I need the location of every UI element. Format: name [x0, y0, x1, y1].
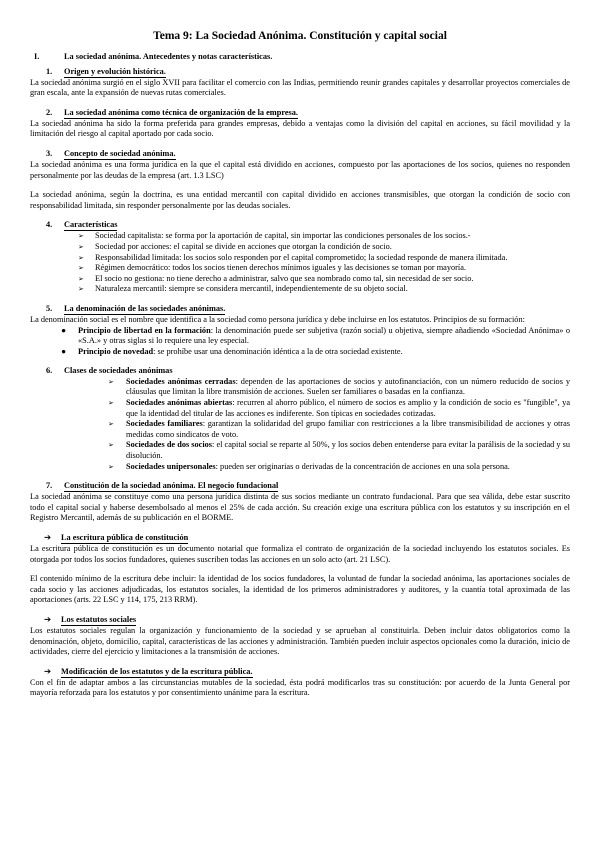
paragraph: Los estatutos sociales regulan la organización y funcionamiento de la sociedad y se aprueban al constituirla. Deben incluir datos obligatorios como la denominación, objeto, domicilio, capital, características de las acciones y administración. También pueden incluir aspectos opcionales como la duración, inicio de actividades, cierre del ejercicio y limitaciones a la transmisión de acciones. [30, 625, 570, 657]
subsection-number: 5. [46, 303, 53, 313]
subsection-title: La sociedad anónima como técnica de organización de la empresa. [64, 107, 298, 117]
subsection-title: Constitución de la sociedad anónima. El negocio fundacional [64, 481, 279, 491]
types-list [30, 377, 570, 472]
subheading-modificacion: ➔ Modificación de los estatutos y de la escritura pública. [44, 666, 253, 676]
subsection-number: 2. [46, 107, 53, 117]
square-arrow-bullet-icon: ➢ [78, 274, 84, 283]
subsection-title: Origen y evolución histórica. [64, 66, 166, 76]
list-item: ➢ Sociedad por acciones: el capital se divide en acciones que otorgan la condición de socio. [78, 241, 392, 251]
list-item: ➢ Sociedades de dos socios: el capital social se reparte al 50%, y los socios deben entenderse para evitar la parálisis de la sociedad y su disolución. [108, 440, 570, 461]
square-arrow-bullet-icon: ➢ [78, 253, 84, 262]
arrowhead-bullet-icon: ➢ [108, 420, 114, 429]
subsection-number: 7. [46, 481, 53, 491]
list-item: ➢ Sociedad capitalista: se forma por la aportación de capital, sin importar las condiciones personales de los socios.- [78, 231, 471, 241]
paragraph: La escritura pública de constitución es un documento notarial que formaliza el contrato de organización de la sociedad incluyendo los estatutos sociales. Es otorgada por todos los socios fundadores, quienes suscriben todas las acciones en un solo acto (art. 21 LSC). [30, 544, 570, 564]
paragraph: La denominación social es el nombre que identifica a la sociedad como persona jurídica y debe incluirse en los estatutos. Principios de su formación: [30, 314, 525, 324]
paragraph: La sociedad anónima, según la doctrina, es una entidad mercantil con capital dividido en acciones transmisibles, que otorgan la condición de socio con responsabilidad limitada, sin responder personalmente por las deudas sociales. [30, 190, 570, 210]
subsection-title: La denominación de las sociedades anónimas. [64, 303, 226, 313]
list-item: ● Principio de libertad en la formación: la denominación puede ser subjetiva (razón social) u objetiva, siempre añadiendo «Sociedad Anónima» o «S.A.» y otras siglas si lo requiere una ley especial. [61, 325, 570, 346]
section-title: La sociedad anónima. Antecedentes y notas características. [64, 52, 273, 61]
list-item: ● Principio de novedad: se prohíbe usar una denominación idéntica a la de otra sociedad existente. [61, 346, 403, 356]
section-heading [34, 52, 570, 63]
arrowhead-bullet-icon: ➢ [108, 377, 114, 386]
paragraph: La sociedad anónima surgió en el siglo XVII para facilitar el comercio con las Indias, permitiendo reunir grandes capitales y desarrollar proyectos comerciales de gran escala, ante la expansión de nuevas rutas comerciales. [30, 77, 570, 98]
subsection-heading [46, 481, 570, 492]
square-arrow-bullet-icon: ➢ [78, 285, 84, 294]
subsection-heading [46, 149, 570, 160]
list-item: ➢ El socio no gestiona: no tiene derecho a administrar, salvo que sea nombrado como tal, sin necesidad de ser socio. [78, 273, 474, 283]
subsection-heading [46, 67, 570, 78]
subsection-number: 1. [46, 66, 53, 76]
subsection-title: Concepto de sociedad anónima. [64, 148, 176, 158]
arrow-right-icon: ➔ [44, 533, 51, 542]
paragraph: La sociedad anónima se constituye como una persona jurídica distinta de sus socios mediante un contrato fundacional. Para que sea válida, debe estar suscrito todo el capital social y haberse desembolsado al menos el 25% de cada acción. Su creación exige una escritura pública con los estatutos y su inscripción en el Registro Mercantil, además de su publicación en el BORME. [30, 492, 570, 523]
paragraph: La sociedad anónima ha sido la forma preferida para grandes empresas, debido a ventajas como la división del capital en acciones, su fácil movilidad y la limitación del riesgo al capital aportado por cada socio. [30, 118, 570, 139]
subheading-estatutos: ➔ Los estatutos sociales [44, 614, 137, 624]
document-title: Tema 9: La Sociedad Anónima. Constitución y capital social [153, 30, 447, 42]
list-item: ➢ Sociedades familiares: garantizan la solidaridad del grupo familiar con restricciones a la libre transmisibilidad de acciones y otras medidas como sindicatos de voto. [108, 419, 570, 439]
list-item: ➢ Sociedades unipersonales: pueden ser originarias o derivadas de la concentración de acciones en una sola persona. [108, 461, 510, 471]
square-arrow-bullet-icon: ➢ [78, 264, 84, 273]
characteristics-list [30, 231, 570, 295]
arrowhead-bullet-icon: ➢ [108, 462, 114, 471]
paragraph: La sociedad anónima es una forma jurídica en la que el capital está dividido en acciones, compuesto por las aportaciones de los socios, quienes no responden personalmente por las deudas de la empresa (art. 1.3 LSC) [30, 159, 570, 180]
subsection-title: Clases de sociedades anónimas [64, 366, 173, 376]
principles-list [30, 326, 570, 358]
list-item: ➢ Naturaleza mercantil: siempre se considera mercantil, independientemente de su objeto social. [78, 284, 408, 294]
dot-bullet-icon: ● [61, 346, 67, 356]
arrowhead-bullet-icon: ➢ [108, 399, 114, 408]
section-number: I. [34, 52, 40, 61]
list-item: ➢ Sociedades anónimas abiertas: recurren al ahorro público, el número de socios es amplio y la condición de socio es "fungible", ya que la identidad del titular de las acciones es indiferente. Son típicas en sociedades cotizadas. [108, 398, 570, 418]
square-arrow-bullet-icon: ➢ [78, 242, 84, 251]
subsection-heading [46, 304, 570, 315]
subsection-heading [46, 220, 570, 231]
arrow-right-icon: ➔ [44, 666, 51, 676]
list-item: ➢ Régimen democrático: todos los socios tienen derechos mínimos iguales y las decisiones se toman por mayoría. [78, 263, 466, 273]
subsection-heading [46, 366, 570, 377]
dot-bullet-icon: ● [61, 325, 67, 335]
paragraph: Con el fin de adaptar ambos a las circunstancias mutables de la sociedad, ésta podrá modificarlos tras su constitución: por acuerdo de la Junta General por mayoría reforzada para los estatutos y por consentimiento unánime para la escritura. [30, 677, 570, 698]
subsection-number: 3. [46, 148, 53, 158]
subsection-number: 6. [46, 366, 53, 376]
square-arrow-bullet-icon: ➢ [78, 232, 84, 241]
paragraph: El contenido mínimo de la escritura debe incluir: la identidad de los socios fundadores, la voluntad de fundar la sociedad anónima, las aportaciones sociales de cada socio y las acciones adjudicadas, los estatutos sociales, la identidad de los primeros administradores y auditores, y la cuantía total aproximada de las aportaciones (arts. 22 LSC y 114, 175, 213 RRM). [30, 574, 570, 605]
list-item: ➢ Sociedades anónimas cerradas: dependen de las aportaciones de socios y autofinanciación, con un número reducido de socios y cláusulas que limitan la libre transmisión de acciones. Suelen ser familiares o basadas en la confianza. [108, 376, 570, 397]
subheading-escritura: ➔ La escritura pública de constitución [44, 533, 189, 542]
subsection-title: Características [64, 220, 118, 230]
list-item: ➢ Responsabilidad limitada: los socios solo responden por el capital comprometido; la sociedad responde de manera ilimitada. [78, 252, 508, 262]
arrow-right-icon: ➔ [44, 614, 51, 624]
arrowhead-bullet-icon: ➢ [108, 441, 114, 450]
subsection-heading [46, 108, 570, 119]
subsection-number: 4. [46, 220, 53, 230]
